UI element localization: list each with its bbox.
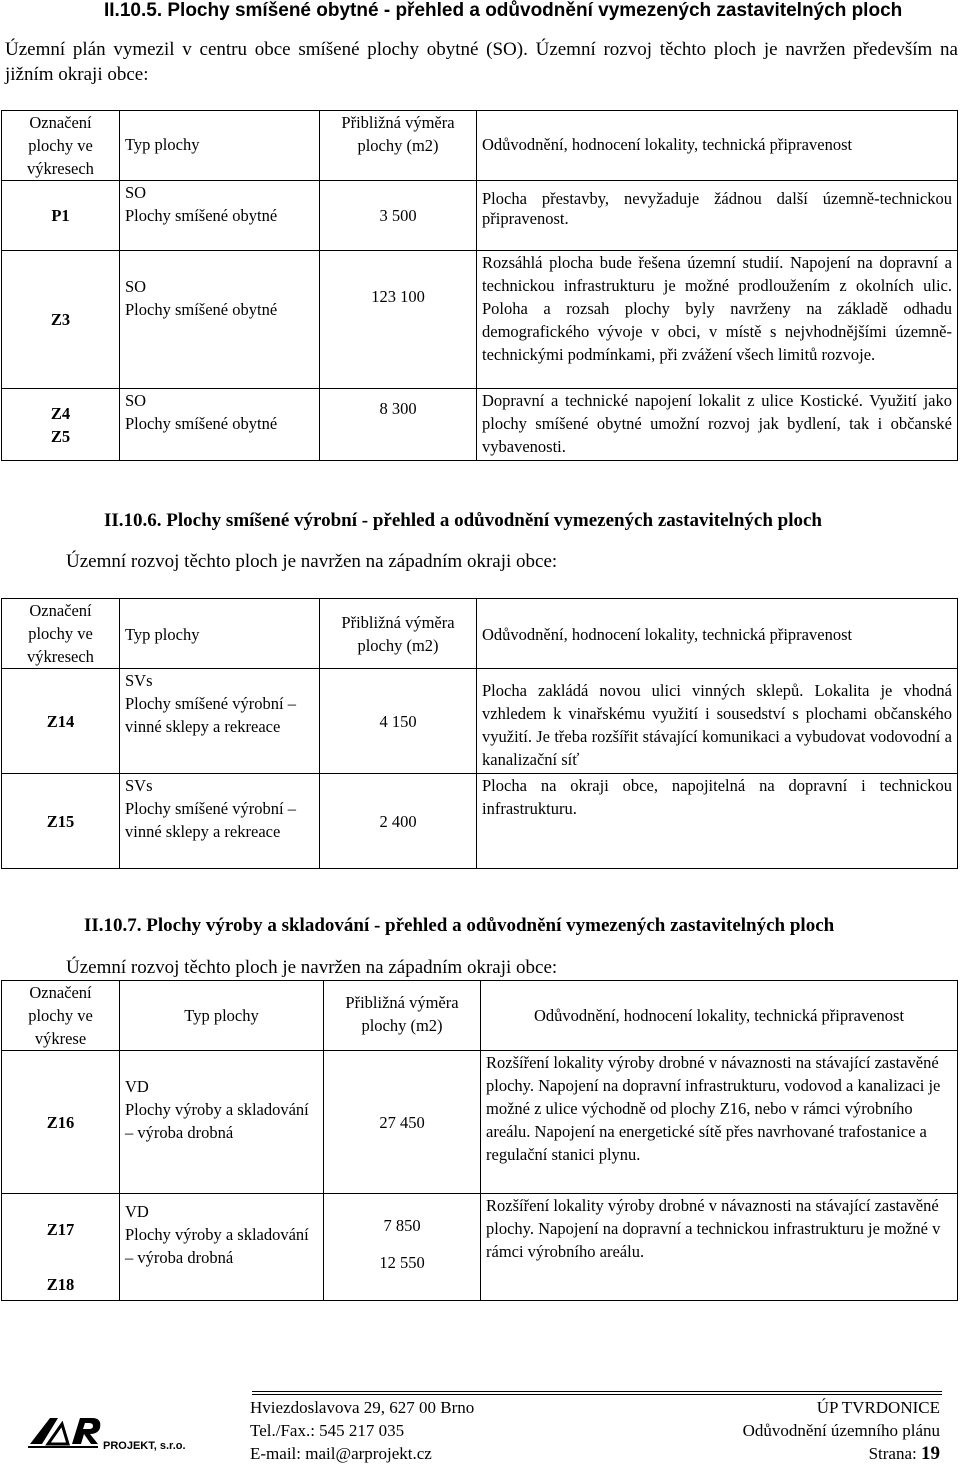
header-id: Označení plochy ve výkresech — [2, 599, 120, 669]
row-area: 8 300 — [320, 389, 477, 461]
header-area: Přibližná výměra plochy (m2) — [320, 599, 477, 669]
header-area: Přibližná výměra plochy (m2) — [320, 111, 477, 181]
section7-intro: Územní rozvoj těchto ploch je navržen na západním okraji obce: — [66, 957, 558, 978]
section5-heading: II.10.5. Plochy smíšené obytné - přehled a odůvodnění vymezených zastavitelných ploch — [104, 0, 903, 21]
type-name: Plochy smíšené výrobní – vinné sklepy a rekreace — [125, 694, 296, 736]
footer-page — [869, 1442, 940, 1465]
header-type: Typ plochy — [120, 599, 320, 669]
footer-doc: Odůvodnění územního plánu — [742, 1421, 940, 1440]
page-label: Strana: — [868, 1444, 917, 1463]
row-id: P1 — [2, 181, 120, 251]
row-id: Z15 — [2, 774, 120, 869]
table-row — [2, 181, 958, 251]
table-row — [2, 774, 958, 869]
row-area-2: 12 550 — [379, 1253, 425, 1272]
footer-phone: Tel./Fax.: 545 217 035 — [250, 1421, 405, 1440]
row-reason: Rozšíření lokality výroby drobné v návaznosti na stávající zastavěné plochy. Napojení na dopravní infrastrukturu, vodovod a kanalizaci je možné z ulice východně od plochy Z16, nebo v rámci výrobního areálu. Napojení na energetické sítě přes navrhované trafostanice a regulační stanici plynu. — [481, 1051, 958, 1194]
row-reason: Plocha zakládá novou ulici vinných sklepů. Lokalita je vhodná vzhledem k vinařskému využití i sousedství s plochami občanského využití. Je třeba rozšířit stávající komunikaci a vybudovat vodovodní a kanalizační síť — [477, 669, 958, 774]
header-reason: Odůvodnění, hodnocení lokality, technická připravenost — [481, 981, 958, 1051]
section5-intro: Územní plán vymezil v centru obce smíšené plochy obytné (SO). Územní rozvoj těchto ploch je navržen především na jižním okraji obce: — [5, 39, 958, 85]
footer-address: Hviezdoslavova 29, 627 00 Brno — [250, 1398, 475, 1417]
table-header-row — [2, 111, 958, 181]
section5-table — [1, 110, 958, 461]
row-area: 4 150 — [320, 669, 477, 774]
header-id: Označení plochy ve výkrese — [2, 981, 120, 1051]
section7-heading: II.10.7. Plochy výroby a skladování - přehled a odůvodnění vymezených zastavitelných ploch — [84, 915, 835, 936]
header-area: Přibližná výměra plochy (m2) — [324, 981, 481, 1051]
table-row — [2, 1194, 958, 1301]
row-reason: Plocha přestavby, nevyžaduje žádnou další územně-technickou připravenost. — [477, 181, 958, 251]
row-area: 7 850 — [383, 1216, 421, 1235]
section6-heading: II.10.6. Plochy smíšené výrobní - přehled a odůvodnění vymezených zastavitelných ploch — [104, 510, 822, 531]
type-name: Plochy smíšené obytné — [125, 206, 278, 225]
footer-divider — [252, 1394, 942, 1395]
row-area: 3 500 — [320, 181, 477, 251]
row-id: Z16 — [2, 1051, 120, 1194]
type-name: Plochy smíšené výrobní – vinné sklepy a rekreace — [125, 799, 296, 841]
row-reason: Rozšíření lokality výroby drobné v návaznosti na stávající zastavěné plochy. Napojení na dopravní a technickou infrastrukturu je možné v rámci výrobního areálu. — [481, 1194, 958, 1301]
row-id: Z3 — [2, 251, 120, 389]
header-reason: Odůvodnění, hodnocení lokality, technická připravenost — [477, 599, 958, 669]
ar-logo-icon — [28, 1410, 198, 1460]
section6-intro: Územní rozvoj těchto ploch je navržen na západním okraji obce: — [66, 551, 558, 572]
header-type: Typ plochy — [120, 981, 324, 1051]
section7-table — [1, 980, 958, 1301]
row-id: Z17 — [46, 1220, 75, 1239]
page-number: 19 — [921, 1443, 940, 1464]
table-row — [2, 251, 958, 389]
footer-project: ÚP TVRDONICE — [816, 1398, 940, 1417]
type-name: Plochy výroby a skladování – výroba drobná — [125, 1225, 309, 1267]
row-reason: Rozsáhlá plocha bude řešena územní studií. Napojení na dopravní a technickou infrastrukturu je možné prodloužením z okolních ulic. Poloha a rozsah plochy byly navrženy na základě odhadu demografického vývoje v obci, v místě s nejvhodnějšími územně-technickými podmínkami, při zvážení všech limitů rozvoje. — [477, 251, 958, 389]
type-code: SO — [125, 183, 147, 202]
footer-email: E-mail: mail@arprojekt.cz — [250, 1444, 432, 1463]
company-logo — [28, 1410, 198, 1460]
logo-text: PROJEKT, s.r.o. — [103, 1440, 186, 1452]
table-row — [2, 669, 958, 774]
header-reason: Odůvodnění, hodnocení lokality, technická připravenost — [477, 111, 958, 181]
type-code: VD — [125, 1202, 149, 1221]
type-name: Plochy smíšené obytné — [125, 300, 278, 319]
row-reason: Dopravní a technické napojení lokalit z ulice Kostické. Využití jako plochy smíšené obytné umožní rozvoj jak bydlení, tak i občanské vybavenosti. — [477, 389, 958, 461]
footer-divider — [252, 1391, 942, 1392]
table-row — [2, 1051, 958, 1194]
header-id: Označení plochy ve výkresech — [2, 111, 120, 181]
row-id-2: Z5 — [50, 426, 71, 446]
section6-table — [1, 598, 958, 869]
type-code: SO — [125, 277, 147, 296]
type-name: Plochy smíšené obytné — [125, 414, 278, 433]
type-code: SVs — [125, 671, 153, 690]
type-code: SVs — [125, 776, 153, 795]
table-row — [2, 389, 958, 461]
row-area: 27 450 — [324, 1051, 481, 1194]
type-code: VD — [125, 1077, 149, 1096]
type-name: Plochy výroby a skladování – výroba drobná — [125, 1100, 309, 1142]
row-id-2: Z18 — [46, 1275, 75, 1294]
row-reason: Plocha na okraji obce, napojitelná na dopravní i technickou infrastrukturu. — [477, 774, 958, 869]
row-area: 123 100 — [320, 251, 477, 389]
type-code: SO — [125, 391, 147, 410]
table-header-row — [2, 981, 958, 1051]
row-id: Z14 — [2, 669, 120, 774]
row-area: 2 400 — [320, 774, 477, 869]
header-type: Typ plochy — [120, 111, 320, 181]
table-header-row — [2, 599, 958, 669]
row-id: Z4 — [50, 403, 71, 423]
